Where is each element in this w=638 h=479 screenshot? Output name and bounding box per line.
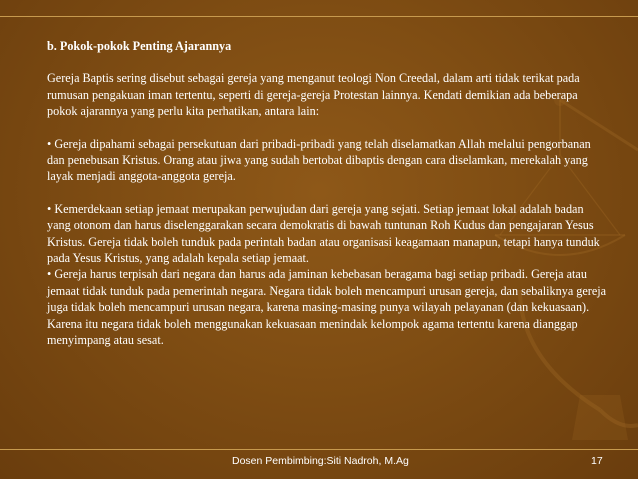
footer-lecturer: Dosen Pembimbing:Siti Nadroh, M.Ag: [232, 455, 409, 467]
bullet-church-state-separation: • Gereja harus terpisah dari negara dan harus ada jaminan kebebasan beragama bagi setiap pribadi. Gereja atau jemaat tidak tunduk pada pemerintah negara. Negara tidak boleh mencampuri urusan gereja, dan sebaliknya gereja juga tidak boleh mencampuri urusan negara, karena masing-masing punya wilayah pelayanan (dan kekuasaan). Karena itu negara tidak boleh menggunakan kekuasaan menindak kelompok agama tertentu karena dianggap menyimpang atau sesat.: [47, 267, 607, 348]
bottom-divider: [0, 449, 638, 450]
bullet-congregation-autonomy: • Kemerdekaan setiap jemaat merupakan perwujudan dari gereja yang sejati. Setiap jemaat lokal adalah badan yang otonom dan harus diselenggarakan secara demokratis di bawah tuntunan Roh Kudus dan pengajaran Yesus Kristus. Gereja tidak boleh tunduk pada perintah badan atau organisasi keagamaan manapun, tetapi hanya tunduk pada Yesus Kristus, yang adalah kepala setiap jemaat.: [47, 201, 600, 266]
bullet-church-fellowship: • Gereja dipahami sebagai persekutuan dari pribadi-pribadi yang telah diselamatkan Allah melalui pengorbanan dan penebusan Kristus. Orang atau jiwa yang sudah bertobat dibaptis dengan cara diselamkan, merekalah yang layak menjadi anggota-anggota gereja.: [47, 136, 591, 184]
section-heading: b. Pokok-pokok Penting Ajarannya: [47, 39, 232, 53]
slide-body: [47, 38, 607, 349]
intro-paragraph: Gereja Baptis sering disebut sebagai gereja yang menganut teologi Non Creedal, dalam arti tidak terikat pada rumusan pengakuan iman tertentu, seperti di gereja-gereja Protestan lainnya. Kendati demikian ada beberapa pokok ajarannya yang perlu kita perhatikan, antara lain:: [47, 71, 580, 119]
page-number: 17: [591, 455, 603, 467]
top-divider: [0, 16, 638, 17]
